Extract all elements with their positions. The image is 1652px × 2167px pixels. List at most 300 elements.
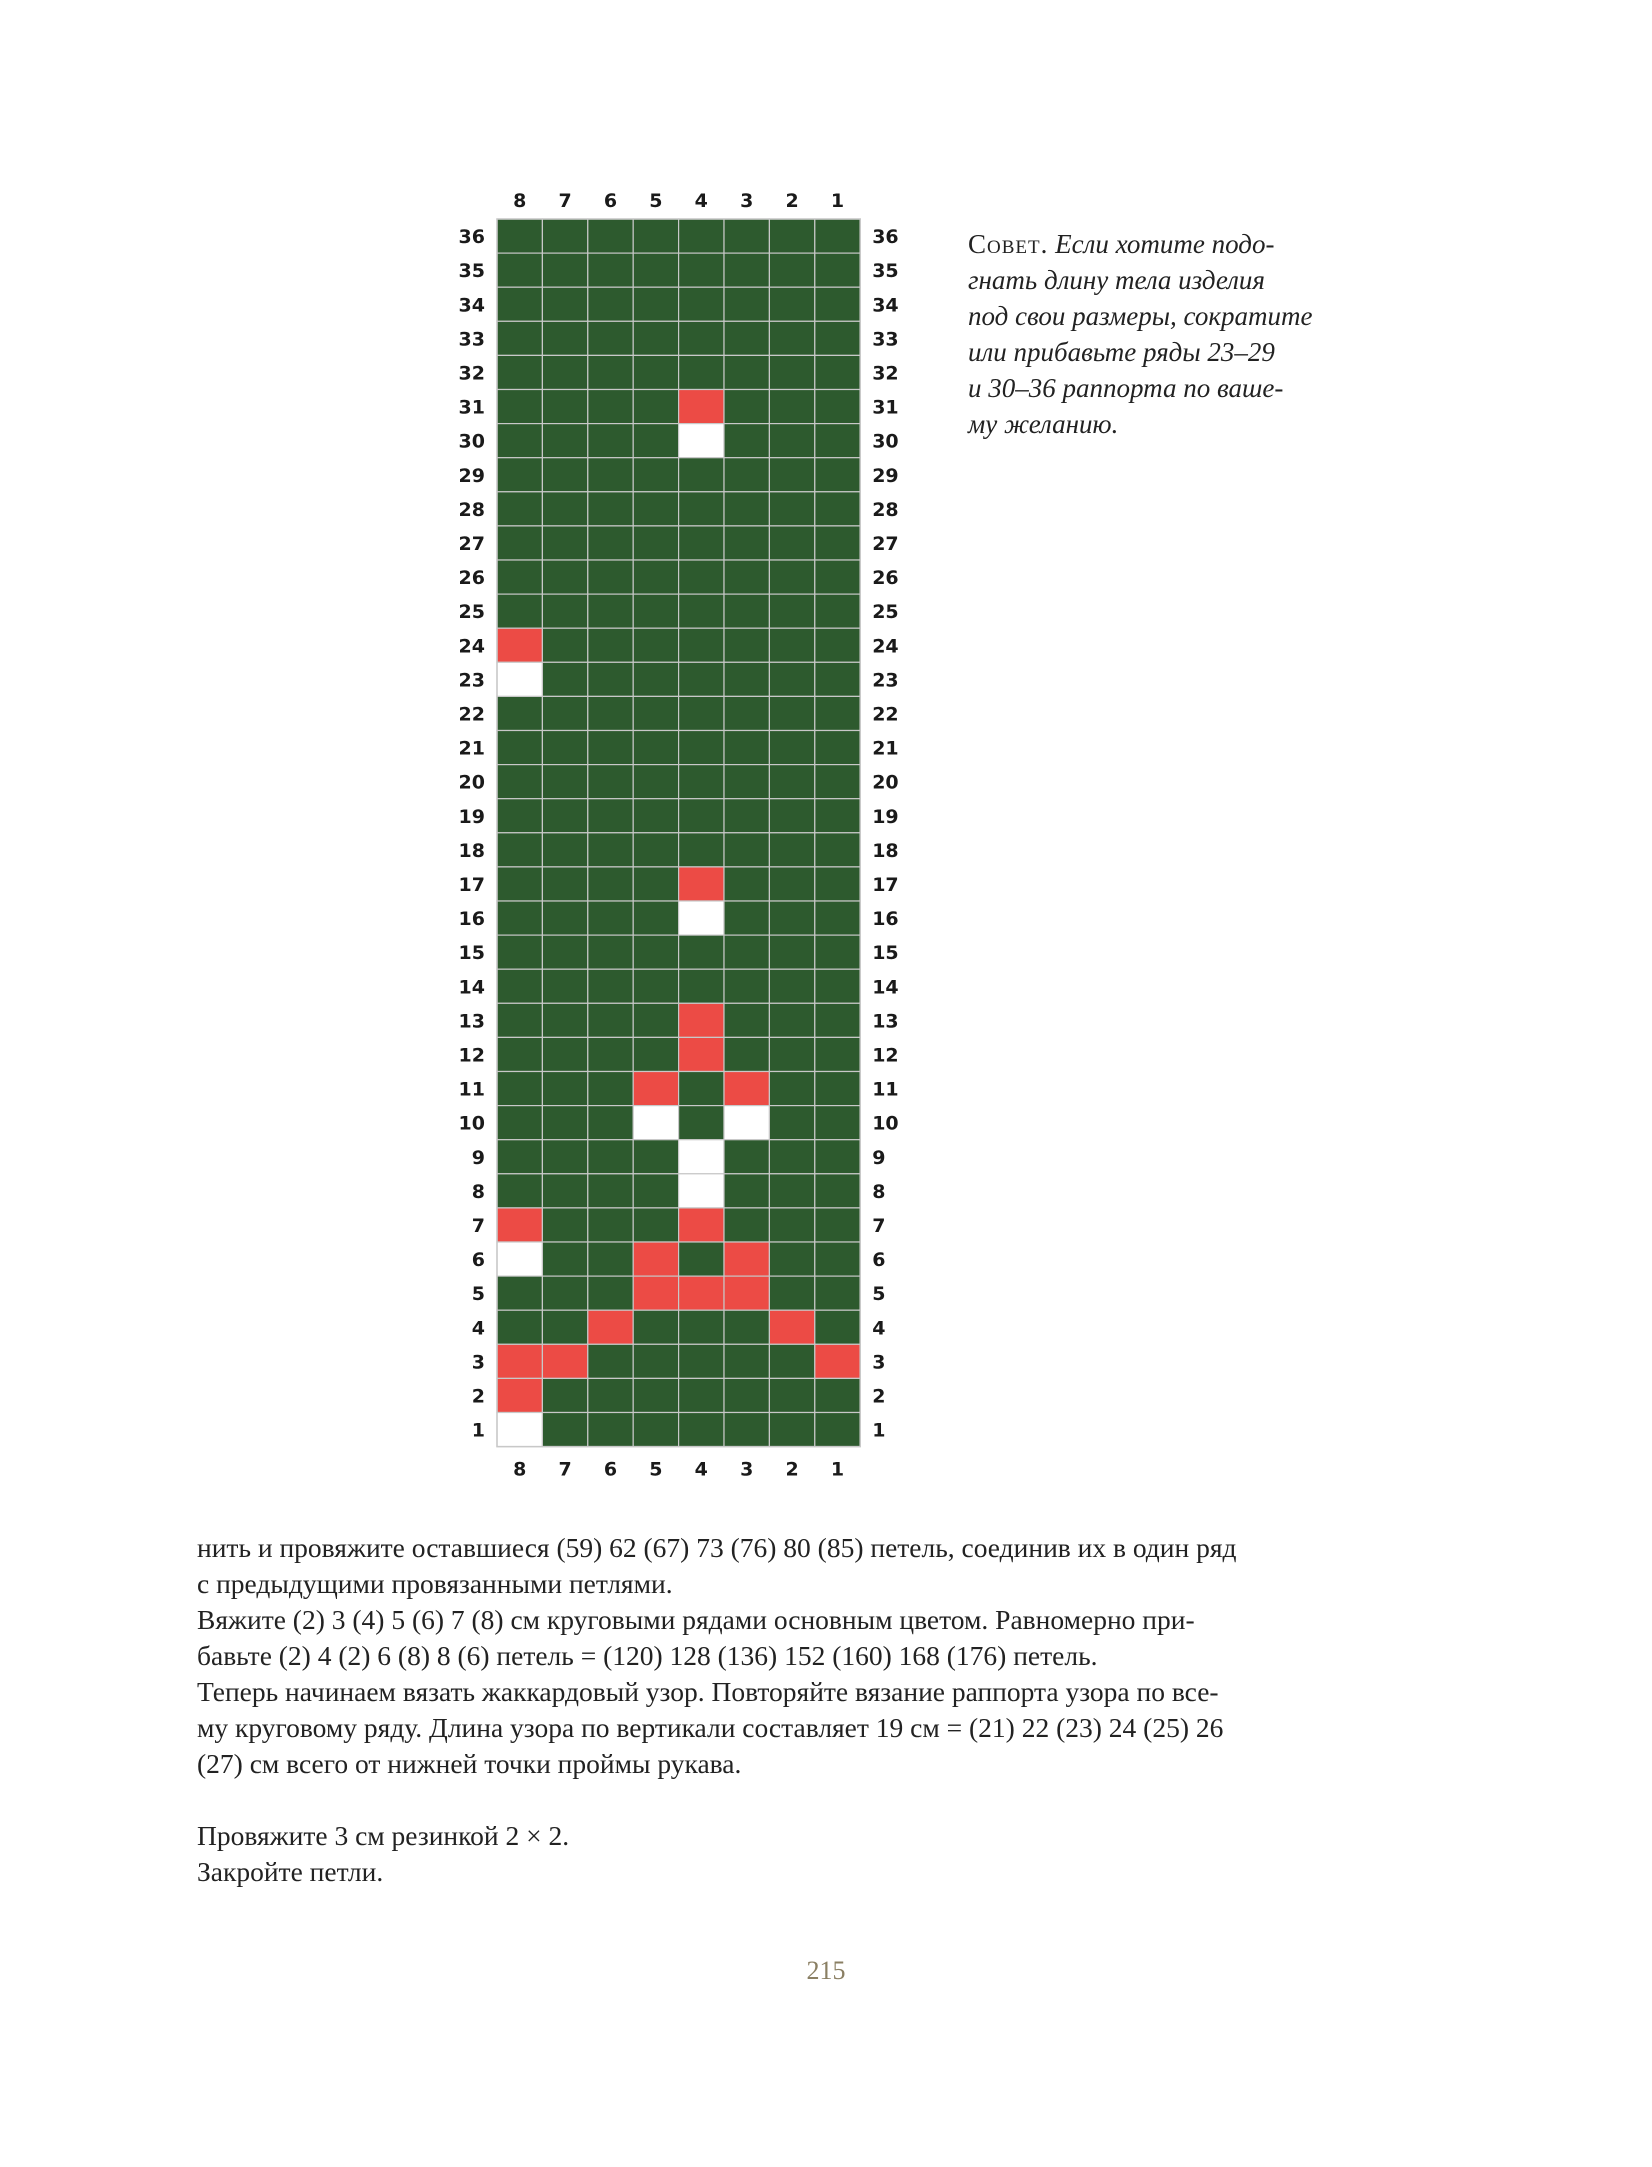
chart-cell-green: [588, 628, 633, 662]
row-label-right: 30: [872, 430, 899, 453]
chart-cell-green: [497, 969, 542, 1003]
chart-cell-green: [633, 1003, 678, 1037]
chart-cell-green: [588, 253, 633, 287]
row-label-left: 11: [458, 1078, 485, 1101]
chart-cell-green: [633, 696, 678, 730]
chart-cell-green: [542, 833, 587, 867]
chart-cell-green: [588, 696, 633, 730]
chart-cell-green: [497, 696, 542, 730]
chart-cell-green: [542, 560, 587, 594]
chart-cell-red: [633, 1072, 678, 1106]
chart-cell-green: [633, 1310, 678, 1344]
chart-cell-green: [679, 321, 724, 355]
chart-cell-green: [633, 287, 678, 321]
paragraph-line: Вяжите (2) 3 (4) 5 (6) 7 (8) см круговыми рядами основным цветом. Равномерно при-: [197, 1604, 1195, 1635]
chart-cell-red: [633, 1242, 678, 1276]
chart-cell-red: [679, 867, 724, 901]
column-label-bottom: 8: [513, 1458, 527, 1481]
instructions-text: [197, 1530, 1397, 1890]
row-label-left: 23: [458, 669, 485, 692]
chart-cell-green: [679, 219, 724, 253]
chart-cell-green: [542, 731, 587, 765]
chart-cell-green: [769, 492, 814, 526]
chart-cell-white: [679, 1174, 724, 1208]
row-label-right: 27: [872, 533, 899, 555]
row-label-right: 29: [872, 464, 899, 487]
chart-cell-green: [724, 355, 769, 389]
row-label-right: 26: [872, 567, 899, 589]
chart-cell-green: [815, 1174, 860, 1208]
row-label-left: 14: [458, 976, 485, 999]
row-label-right: 24: [872, 635, 899, 658]
paragraph-line: с предыдущими провязанными петлями.: [197, 1568, 673, 1599]
chart-cell-green: [769, 1106, 814, 1140]
row-label-left: 3: [471, 1351, 485, 1374]
chart-cell-green: [588, 1344, 633, 1378]
chart-cell-green: [588, 560, 633, 594]
chart-cell-green: [724, 560, 769, 594]
chart-cell-green: [588, 867, 633, 901]
chart-cell-green: [542, 901, 587, 935]
row-label-right: 32: [872, 362, 899, 385]
chart-cell-green: [815, 287, 860, 321]
row-label-left: 28: [458, 498, 485, 521]
chart-cell-green: [633, 901, 678, 935]
chart-cell-green: [497, 1072, 542, 1106]
row-label-left: 4: [471, 1317, 485, 1340]
column-label-top: 5: [649, 190, 663, 212]
row-label-right: 17: [872, 874, 899, 896]
chart-cell-green: [542, 355, 587, 389]
row-label-right: 36: [872, 226, 899, 249]
row-label-right: 21: [872, 737, 899, 760]
chart-cell-green: [679, 799, 724, 833]
chart-cell-green: [497, 424, 542, 458]
chart-cell-green: [588, 287, 633, 321]
tip-line: или прибавьте ряды 23–29: [968, 337, 1275, 367]
chart-cell-green: [588, 1276, 633, 1310]
chart-cell-green: [633, 969, 678, 1003]
chart-cell-white: [633, 1106, 678, 1140]
row-label-left: 25: [458, 601, 485, 624]
chart-cell-green: [633, 492, 678, 526]
row-label-right: 22: [872, 703, 899, 726]
chart-cell-green: [588, 1378, 633, 1412]
chart-cell-green: [679, 1413, 724, 1447]
chart-cell-red: [497, 1344, 542, 1378]
chart-cell-green: [815, 901, 860, 935]
chart-cell-green: [542, 765, 587, 799]
chart-cell-green: [679, 969, 724, 1003]
row-label-left: 18: [458, 839, 485, 862]
chart-cell-green: [769, 219, 814, 253]
chart-cell-green: [588, 355, 633, 389]
chart-cell-green: [724, 287, 769, 321]
chart-cell-green: [769, 424, 814, 458]
chart-cell-green: [724, 1378, 769, 1412]
chart-cell-green: [588, 969, 633, 1003]
chart-cell-green: [497, 355, 542, 389]
row-label-right: 19: [872, 805, 899, 828]
chart-cell-green: [815, 935, 860, 969]
chart-cell-green: [724, 901, 769, 935]
chart-cell-green: [497, 390, 542, 424]
column-label-top: 8: [513, 190, 527, 212]
chart-cell-green: [542, 1310, 587, 1344]
chart-cell-green: [542, 969, 587, 1003]
column-label-bottom: 3: [740, 1458, 754, 1481]
chart-cell-green: [633, 1413, 678, 1447]
row-label-left: 9: [471, 1146, 485, 1169]
chart-cell-green: [542, 526, 587, 560]
chart-cell-green: [724, 526, 769, 560]
chart-cell-green: [679, 628, 724, 662]
chart-cell-green: [724, 1413, 769, 1447]
chart-cell-green: [542, 1276, 587, 1310]
chart-cell-green: [815, 833, 860, 867]
chart-cell-red: [724, 1276, 769, 1310]
row-label-right: 25: [872, 601, 899, 624]
chart-cell-green: [542, 424, 587, 458]
chart-cell-green: [588, 594, 633, 628]
chart-cell-green: [633, 833, 678, 867]
chart-cell-green: [769, 867, 814, 901]
row-label-left: 7: [471, 1215, 485, 1237]
column-label-top: 3: [740, 190, 754, 212]
chart-cell-green: [633, 662, 678, 696]
chart-cell-green: [679, 355, 724, 389]
chart-cell-green: [679, 1378, 724, 1412]
chart-cell-green: [542, 390, 587, 424]
chart-cell-green: [679, 253, 724, 287]
chart-cell-green: [769, 594, 814, 628]
chart-cell-green: [497, 492, 542, 526]
chart-cell-green: [497, 1106, 542, 1140]
chart-cell-green: [633, 253, 678, 287]
chart-cell-green: [769, 1072, 814, 1106]
chart-cell-red: [679, 1208, 724, 1242]
chart-cell-green: [633, 935, 678, 969]
chart-cell-green: [815, 867, 860, 901]
chart-cell-green: [542, 799, 587, 833]
chart-cell-green: [588, 1242, 633, 1276]
chart-cell-green: [588, 458, 633, 492]
column-label-bottom: 4: [694, 1458, 708, 1481]
chart-cell-green: [542, 458, 587, 492]
chart-cell-green: [497, 560, 542, 594]
chart-cell-green: [769, 287, 814, 321]
row-label-right: 20: [872, 771, 899, 794]
chart-cell-green: [542, 1106, 587, 1140]
chart-cell-green: [815, 1378, 860, 1412]
tip-line: и 30–36 раппорта по ваше-: [968, 373, 1284, 403]
chart-cell-green: [633, 1174, 678, 1208]
chart-cell-green: [679, 1242, 724, 1276]
row-label-right: 5: [872, 1283, 886, 1306]
chart-cell-red: [588, 1310, 633, 1344]
column-label-top: 6: [603, 190, 618, 212]
row-label-right: 14: [872, 976, 899, 999]
chart-cell-green: [769, 1276, 814, 1310]
chart-cell-green: [588, 1413, 633, 1447]
chart-cell-green: [542, 1003, 587, 1037]
chart-cell-green: [815, 628, 860, 662]
chart-cell-green: [769, 253, 814, 287]
chart-cell-red: [724, 1242, 769, 1276]
row-label-left: 36: [458, 226, 485, 249]
chart-cell-green: [633, 1378, 678, 1412]
chart-cell-green: [769, 765, 814, 799]
chart-cell-green: [769, 458, 814, 492]
chart-cell-green: [633, 390, 678, 424]
chart-cell-green: [815, 662, 860, 696]
row-label-left: 6: [471, 1249, 485, 1271]
chart-cell-green: [542, 1413, 587, 1447]
chart-cell-green: [724, 219, 769, 253]
chart-cell-green: [815, 765, 860, 799]
row-label-left: 2: [471, 1385, 485, 1408]
row-label-right: 13: [872, 1010, 899, 1033]
row-label-right: 11: [872, 1078, 899, 1101]
chart-cell-green: [497, 219, 542, 253]
chart-cell-green: [497, 1174, 542, 1208]
chart-cell-green: [815, 560, 860, 594]
chart-cell-green: [588, 1208, 633, 1242]
chart-cell-white: [497, 1242, 542, 1276]
chart-cell-green: [588, 731, 633, 765]
chart-cell-red: [679, 1037, 724, 1071]
chart-cell-green: [815, 1242, 860, 1276]
chart-cell-green: [769, 935, 814, 969]
chart-cell-green: [542, 594, 587, 628]
chart-cell-green: [815, 492, 860, 526]
chart-cell-white: [724, 1106, 769, 1140]
chart-cell-green: [724, 799, 769, 833]
chart-cell-green: [815, 1310, 860, 1344]
row-label-right: 6: [872, 1249, 886, 1271]
paragraph-line: Закройте петли.: [197, 1856, 384, 1887]
chart-cell-green: [633, 765, 678, 799]
chart-cell-green: [815, 219, 860, 253]
chart-cell-green: [769, 833, 814, 867]
chart-cell-green: [679, 1344, 724, 1378]
chart-cell-green: [679, 1310, 724, 1344]
chart-cell-green: [815, 594, 860, 628]
row-label-left: 1: [471, 1419, 485, 1442]
chart-cell-green: [724, 765, 769, 799]
row-label-left: 13: [458, 1010, 485, 1033]
row-label-right: 33: [872, 328, 899, 351]
chart-cell-green: [769, 628, 814, 662]
chart-cell-green: [815, 1037, 860, 1071]
chart-cell-green: [769, 696, 814, 730]
row-label-right: 9: [872, 1146, 886, 1169]
chart-cell-white: [679, 901, 724, 935]
row-label-left: 24: [458, 635, 485, 658]
chart-cell-green: [724, 1344, 769, 1378]
tip-line: му желанию.: [968, 409, 1119, 439]
chart-cell-green: [542, 321, 587, 355]
chart-cell-white: [679, 1140, 724, 1174]
row-label-left: 5: [471, 1283, 485, 1306]
page-number: 215: [806, 1956, 846, 1985]
chart-cell-green: [724, 390, 769, 424]
row-label-right: 7: [872, 1215, 886, 1237]
chart-cell-green: [497, 1140, 542, 1174]
row-label-left: 12: [458, 1044, 485, 1067]
chart-cell-green: [769, 390, 814, 424]
chart-cell-green: [542, 1037, 587, 1071]
chart-cell-green: [815, 1072, 860, 1106]
row-label-right: 2: [872, 1385, 886, 1408]
chart-cell-green: [588, 492, 633, 526]
row-label-left: 27: [458, 533, 485, 555]
chart-cell-green: [633, 731, 678, 765]
chart-cell-green: [724, 321, 769, 355]
chart-cell-green: [769, 901, 814, 935]
chart-cell-green: [679, 765, 724, 799]
chart-cell-green: [542, 935, 587, 969]
row-label-right: 18: [872, 839, 899, 862]
chart-cell-green: [769, 662, 814, 696]
chart-cell-green: [815, 526, 860, 560]
row-label-right: 35: [872, 260, 899, 283]
chart-cell-green: [679, 492, 724, 526]
chart-cell-green: [542, 867, 587, 901]
row-label-right: 4: [872, 1317, 886, 1340]
chart-cell-green: [633, 321, 678, 355]
chart-cell-green: [769, 1140, 814, 1174]
chart-cell-green: [769, 560, 814, 594]
chart-cell-green: [724, 969, 769, 1003]
chart-cell-green: [497, 321, 542, 355]
chart-cell-green: [769, 526, 814, 560]
row-label-right: 34: [872, 294, 899, 317]
chart-cell-green: [769, 1174, 814, 1208]
chart-cell-green: [679, 1072, 724, 1106]
chart-cell-green: [815, 390, 860, 424]
row-label-left: 8: [471, 1180, 485, 1203]
row-label-left: 19: [458, 805, 485, 828]
column-label-bottom: 5: [649, 1458, 663, 1481]
chart-cell-green: [769, 321, 814, 355]
row-label-right: 10: [872, 1112, 899, 1135]
chart-cell-green: [542, 253, 587, 287]
paragraph-line: бавьте (2) 4 (2) 6 (8) 8 (6) петель = (120) 128 (136) 152 (160) 168 (176) петель.: [197, 1640, 1098, 1671]
paragraph-line: нить и провяжите оставшиеся (59) 62 (67) 73 (76) 80 (85) петель, соединив их в один ряд: [197, 1532, 1237, 1563]
row-label-left: 31: [458, 396, 485, 419]
chart-cell-green: [588, 901, 633, 935]
chart-cell-green: [542, 1072, 587, 1106]
chart-cell-green: [588, 799, 633, 833]
row-label-left: 17: [458, 874, 485, 896]
chart-cell-green: [497, 287, 542, 321]
chart-cell-green: [815, 731, 860, 765]
chart-cell-green: [815, 1003, 860, 1037]
chart-cell-red: [679, 1276, 724, 1310]
chart-cell-green: [588, 1140, 633, 1174]
chart-cell-green: [633, 867, 678, 901]
chart-cell-green: [724, 424, 769, 458]
chart-cell-green: [679, 287, 724, 321]
chart-cell-green: [633, 594, 678, 628]
chart-cell-green: [497, 731, 542, 765]
chart-cell-red: [679, 1003, 724, 1037]
chart-cell-green: [679, 696, 724, 730]
chart-cell-green: [588, 321, 633, 355]
chart-cell-red: [497, 1378, 542, 1412]
chart-cell-green: [724, 458, 769, 492]
chart-cell-green: [542, 219, 587, 253]
row-label-left: 35: [458, 260, 485, 283]
chart-cell-green: [588, 662, 633, 696]
chart-cell-green: [724, 867, 769, 901]
chart-cell-green: [588, 935, 633, 969]
row-label-left: 16: [458, 908, 485, 931]
chart-cell-green: [633, 799, 678, 833]
chart-cell-green: [542, 1242, 587, 1276]
chart-cell-green: [497, 765, 542, 799]
chart-cell-green: [679, 526, 724, 560]
chart-cell-green: [497, 1037, 542, 1071]
chart-cell-green: [497, 867, 542, 901]
row-label-right: 23: [872, 669, 899, 692]
chart-cell-green: [497, 935, 542, 969]
chart-cell-green: [588, 219, 633, 253]
chart-cell-green: [724, 628, 769, 662]
chart-cell-green: [588, 424, 633, 458]
tip-line: под свои размеры, сократите: [968, 301, 1313, 331]
chart-cell-red: [815, 1344, 860, 1378]
tip-heading: Совет.: [968, 229, 1049, 259]
chart-cell-green: [769, 731, 814, 765]
tip-line: гнать длину тела изделия: [968, 265, 1265, 295]
chart-cell-green: [815, 458, 860, 492]
chart-cell-white: [679, 424, 724, 458]
chart-cell-green: [769, 1344, 814, 1378]
chart-cell-green: [769, 1378, 814, 1412]
chart-cell-green: [633, 526, 678, 560]
chart-cell-green: [497, 799, 542, 833]
chart-cell-green: [724, 696, 769, 730]
chart-cell-green: [769, 1003, 814, 1037]
chart-cell-green: [679, 560, 724, 594]
row-label-left: 20: [458, 771, 485, 794]
column-label-top: 2: [785, 190, 799, 212]
chart-cell-green: [724, 594, 769, 628]
chart-cell-red: [633, 1276, 678, 1310]
chart-cell-green: [724, 1037, 769, 1071]
paragraph-line: (27) см всего от нижней точки проймы рукава.: [197, 1748, 742, 1779]
chart-cell-green: [542, 1378, 587, 1412]
chart-cell-green: [542, 696, 587, 730]
chart-cell-green: [633, 560, 678, 594]
chart-cell-green: [724, 662, 769, 696]
chart-cell-white: [497, 1413, 542, 1447]
chart-cell-green: [724, 1003, 769, 1037]
chart-cell-green: [497, 833, 542, 867]
chart-cell-green: [588, 833, 633, 867]
chart-cell-green: [679, 731, 724, 765]
chart-cell-green: [815, 321, 860, 355]
chart-cell-red: [497, 1208, 542, 1242]
chart-cell-red: [542, 1344, 587, 1378]
chart-cell-green: [497, 253, 542, 287]
chart-cell-green: [633, 424, 678, 458]
chart-cell-green: [724, 935, 769, 969]
paragraph-line: му круговому ряду. Длина узора по вертикали составляет 19 см = (21) 22 (23) 24 (25) 26: [197, 1712, 1224, 1743]
chart-cell-green: [497, 1003, 542, 1037]
